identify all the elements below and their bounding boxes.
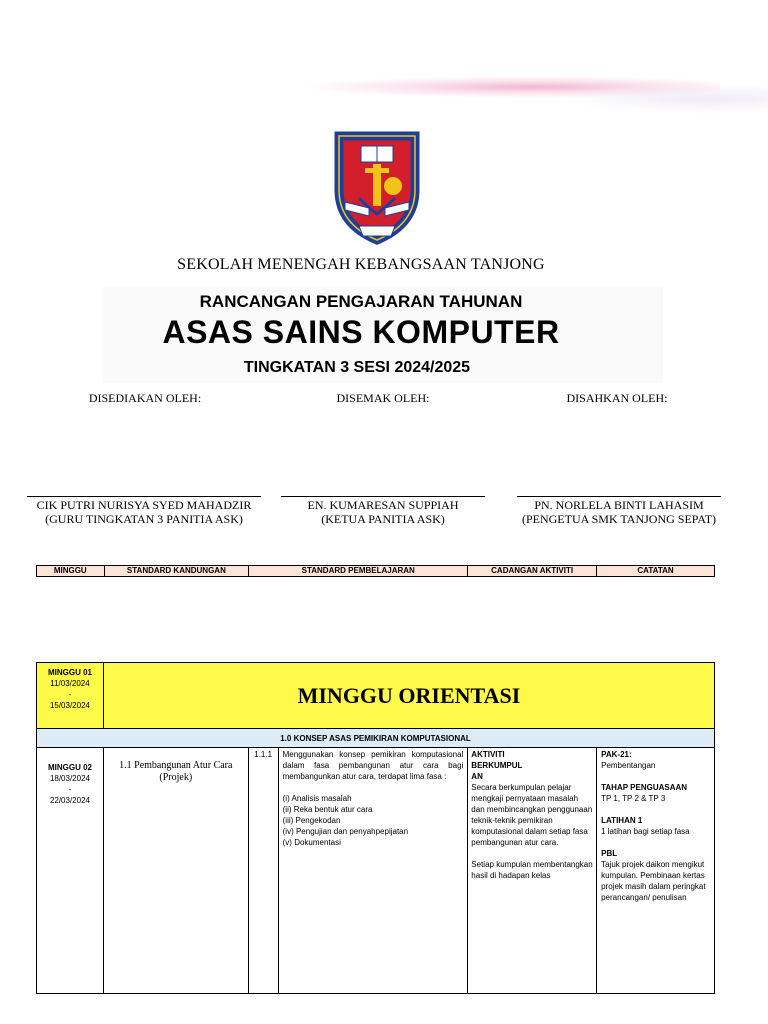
signatory-role: (GURU TINGKATAN 3 PANITIA ASK) — [45, 512, 243, 526]
week-start-date: 11/03/2024 — [50, 679, 90, 688]
header-notes: CATATAN — [597, 566, 715, 577]
activity-title: BERKUMPUL — [471, 761, 523, 770]
approved-by-heading: DISAHKAN OLEH: — [566, 391, 668, 405]
lesson-plan-table — [36, 662, 715, 994]
level-session: TINGKATAN 3 SESI 2024/2025 — [243, 359, 471, 376]
notes-value: 1 latihan bagi setiap fasa — [601, 827, 690, 836]
notes-value: Tajuk projek daikon mengikut kumpulan. Pembinaan kertas projek masih dalam peringkat perancangan/ penulisan — [601, 860, 706, 902]
signatory-prepared — [20, 498, 268, 526]
phase-list — [283, 793, 464, 848]
learning-standard-code: 1.1.1 — [248, 748, 278, 994]
list-item: (iii) Pengekodan — [282, 816, 341, 825]
learning-standard-description: Menggunakan konsep pemikiran komputasional dalam fasa pembangunan atur cara bagi membangunkan atur cara, terdapat lima fasa : — [282, 750, 464, 781]
notes-label: PBL — [601, 849, 618, 858]
learning-standard-text — [278, 748, 468, 994]
school-name: SEKOLAH MENENGAH KEBANGSAAN TANJONG — [177, 256, 545, 273]
signatory-role: (PENGETUA SMK TANJONG SEPAT) — [521, 512, 717, 526]
activity-description: Setiap kumpulan membentangkan hasil di hadapan kelas — [471, 860, 593, 880]
subject-title: ASAS SAINS KOMPUTER — [162, 314, 560, 350]
week-start-date: 18/03/2024 — [49, 774, 90, 783]
week-cell — [37, 748, 104, 994]
section-title: 1.0 KONSEP ASAS PEMIKIRAN KOMPUTASIONAL — [37, 729, 715, 748]
reviewed-by-heading: DISEMAK OLEH: — [336, 391, 430, 405]
signature-line — [27, 496, 261, 497]
date-separator: - — [68, 785, 72, 794]
activity-description: Secara berkumpulan pelajar mengkaji pernyataan masalah dan membincangkan penggunaan teknik-teknik pemikiran komputasional dalam setiap fasa pembangunan atur cara. — [471, 783, 593, 847]
decorative-streak-fade — [560, 84, 768, 114]
column-header-row — [37, 566, 715, 577]
section-row — [37, 729, 715, 748]
notes-label: TAHAP PENGUASAAN — [601, 783, 688, 792]
week-label: MINGGU 01 — [47, 668, 92, 677]
week-end-date: 22/03/2024 — [49, 796, 90, 805]
week-cell — [37, 663, 104, 729]
orientation-title: MINGGU ORIENTASI — [103, 663, 714, 729]
prepared-by-heading: DISEDIAKAN OLEH: — [88, 391, 202, 405]
document-title: RANCANGAN PENGAJARAN TAHUNAN — [199, 292, 523, 311]
notes-value: Pembentangan — [601, 761, 656, 770]
signatory-name: PN. NORLELA BINTI LAHASIM — [534, 498, 704, 512]
date-separator: - — [68, 690, 72, 699]
week-label: MINGGU 02 — [47, 763, 92, 772]
activity-title: AKTIVITI — [471, 750, 505, 759]
list-item: (v) Dokumentasi — [282, 838, 341, 847]
header-learning-standard: STANDARD PEMBELAJARAN — [249, 566, 468, 577]
notes-label: LATIHAN 1 — [601, 816, 643, 825]
notes-cell — [597, 748, 715, 994]
school-crest-logo — [331, 128, 423, 246]
signature-line — [281, 496, 485, 497]
header-activity: CADANGAN AKTIVITI — [468, 566, 597, 577]
notes-label: PAK-21: — [601, 750, 632, 759]
signatory-role: (KETUA PANITIA ASK) — [321, 512, 445, 526]
signatory-name: EN. KUMARESAN SUPPIAH — [307, 498, 459, 512]
list-item: (ii) Reka bentuk atur cara — [282, 805, 373, 814]
column-header-table — [36, 565, 715, 577]
orientation-row — [37, 663, 715, 729]
signatory-approved — [500, 498, 738, 526]
week-end-date: 15/03/2024 — [49, 701, 90, 710]
activity-cell — [468, 748, 597, 994]
list-item: (iv) Pengujian dan penyahpepijatan — [282, 827, 409, 836]
signature-line — [517, 496, 721, 497]
signatory-name: CIK PUTRI NURISYA SYED MAHADZIR — [36, 498, 252, 512]
table-row — [37, 748, 715, 994]
notes-value: TP 1, TP 2 & TP 3 — [601, 794, 666, 803]
signatory-reviewed — [264, 498, 502, 526]
content-standard: 1.1 Pembangunan Atur Cara (Projek) — [103, 748, 248, 994]
header-week: MINGGU — [37, 566, 105, 577]
activity-title: AN — [471, 772, 483, 781]
list-item: (i) Analisis masalah — [282, 794, 352, 803]
header-content-standard: STANDARD KANDUNGAN — [104, 566, 249, 577]
